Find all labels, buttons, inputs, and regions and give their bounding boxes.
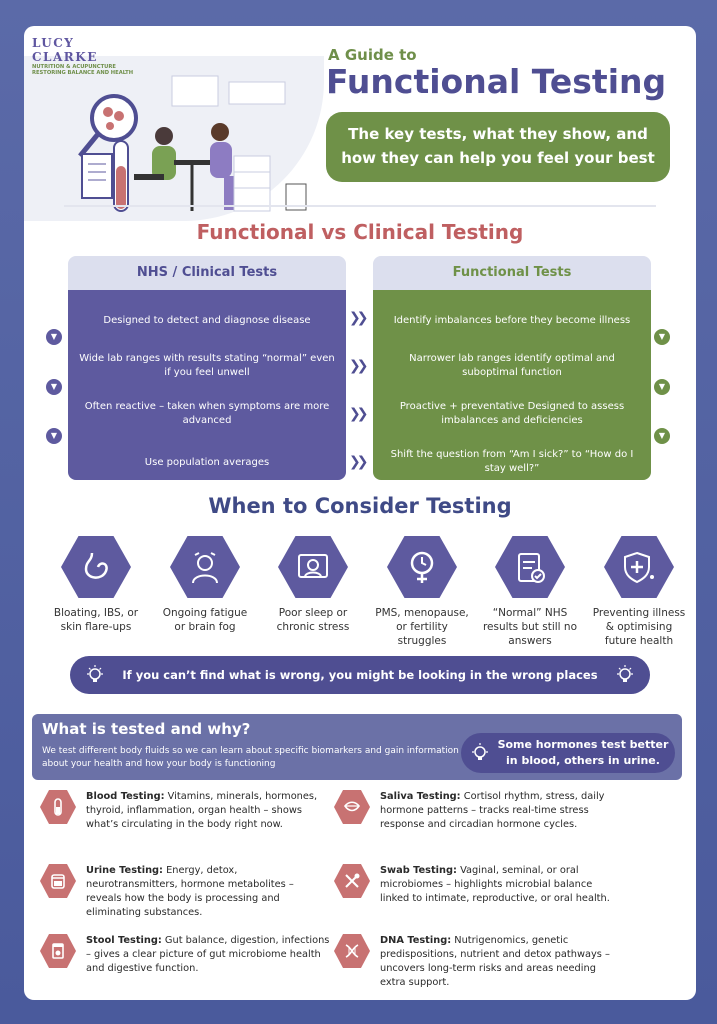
- chevron-down-icon: ▼: [46, 379, 62, 395]
- chevron-down-icon: ▼: [654, 329, 670, 345]
- double-chevron-right-icon: ❯❯: [349, 310, 365, 326]
- double-chevron-right-icon: ❯❯: [349, 406, 365, 422]
- test-text: Energy, detox, neurotransmitters, hormone metabolites – reveals how the body is processing and eliminating substances.: [86, 865, 294, 918]
- consider-item: [591, 536, 687, 648]
- female-clock-icon: [387, 536, 457, 598]
- consider-item: [157, 536, 253, 634]
- consider-label: Preventing illness & optimising future health: [592, 607, 686, 647]
- consider-label: Bloating, IBS, or skin flare-ups: [53, 607, 139, 633]
- hint-text: Some hormones test better in blood, others in urine.: [497, 738, 669, 767]
- double-chevron-right-icon: ❯❯: [349, 454, 365, 470]
- lightbulb-icon: [469, 742, 491, 764]
- nhs-column-heading: NHS / Clinical Tests: [68, 256, 346, 290]
- test-text: Gut balance, digestion, infections – gives a clear picture of gut microbiome health and digestive function.: [86, 935, 330, 974]
- test-name: Swab Testing:: [380, 865, 457, 876]
- mouth-icon: [334, 790, 370, 824]
- what-tested-title: What is tested and why?: [42, 720, 251, 738]
- urine-cup-icon: [40, 864, 76, 898]
- brand-logo: [32, 36, 142, 76]
- subtitle-pill: [326, 112, 670, 182]
- chevron-down-icon: ▼: [654, 379, 670, 395]
- functional-column-heading: Functional Tests: [373, 256, 651, 290]
- functional-row: Shift the question from “Am I sick?” to “How do I stay well?”: [390, 449, 634, 474]
- consider-label: Poor sleep or chronic stress: [276, 607, 350, 633]
- test-text: Vaginal, seminal, or oral microbiomes – highlights microbial balance linked to intimate, reproductive, or oral health.: [380, 865, 610, 904]
- double-chevron-right-icon: ❯❯: [349, 358, 365, 374]
- functional-row: Proactive + preventative Designed to assess imbalances and deficiencies: [399, 401, 625, 426]
- comparison-title: Functional vs Clinical Testing: [196, 220, 524, 244]
- hormone-hint-pill: [461, 733, 675, 773]
- consider-label: Ongoing fatigue or brain fog: [162, 607, 248, 633]
- test-name: Stool Testing:: [86, 935, 162, 946]
- insight-banner: [70, 656, 650, 694]
- test-name: Saliva Testing:: [380, 791, 461, 802]
- banner-text: If you can’t find what is wrong, you might be looking in the wrong places: [122, 668, 598, 682]
- nhs-column-body: [68, 290, 346, 480]
- kicker-text: A Guide to: [328, 46, 417, 64]
- blood-tube-icon: [40, 790, 76, 824]
- chevron-down-icon: ▼: [46, 329, 62, 345]
- consider-item: [482, 536, 578, 648]
- lightbulb-icon: [84, 664, 106, 686]
- section-divider: [64, 205, 656, 207]
- test-item: [40, 790, 330, 832]
- consider-label: PMS, menopause, or fertility struggles: [375, 607, 469, 647]
- test-text: Nutrigenomics, genetic predispositions, nutrient and detox pathways – uncovers long-term risks and areas needing extra support.: [380, 935, 610, 988]
- functional-row: Identify imbalances before they become illness: [393, 315, 631, 326]
- lightbulb-icon: [614, 664, 636, 686]
- test-item: [334, 864, 624, 906]
- stomach-icon: [61, 536, 131, 598]
- chevron-down-icon: ▼: [46, 428, 62, 444]
- infographic-card: [24, 26, 696, 1000]
- functional-row: Narrower lab ranges identify optimal and suboptimal function: [409, 353, 615, 378]
- test-name: Urine Testing:: [86, 865, 163, 876]
- consider-title: When to Consider Testing: [208, 494, 512, 518]
- test-name: Blood Testing:: [86, 791, 165, 802]
- consider-item: [374, 536, 470, 648]
- nhs-column: [68, 256, 346, 480]
- shield-plus-icon: [604, 536, 674, 598]
- tired-person-icon: [170, 536, 240, 598]
- stool-kit-icon: [40, 934, 76, 968]
- sleep-icon: [278, 536, 348, 598]
- test-item: [334, 790, 624, 832]
- nhs-row: Use population averages: [144, 457, 270, 468]
- nhs-row: Designed to detect and diagnose disease: [103, 315, 311, 326]
- clipboard-check-icon: [495, 536, 565, 598]
- nhs-row: Often reactive – taken when symptoms are more advanced: [84, 401, 330, 426]
- test-item: [40, 864, 330, 920]
- consider-item: [265, 536, 361, 634]
- dna-icon: [334, 934, 370, 968]
- nhs-row: Wide lab ranges with results stating “normal” even if you feel unwell: [79, 353, 335, 378]
- swab-icon: [334, 864, 370, 898]
- test-item: [334, 934, 624, 990]
- logo-tagline: NUTRITION & ACUPUNCTURE: [32, 64, 116, 70]
- test-text: Vitamins, minerals, hormones, thyroid, inflammation, organ health – shows what’s circulating in the body right now.: [86, 791, 318, 830]
- lab-scene-icon: [24, 56, 324, 221]
- hero-illustration: [24, 56, 324, 221]
- test-name: DNA Testing:: [380, 935, 452, 946]
- test-text: Cortisol rhythm, stress, daily hormone patterns – tracks real-time stress response and circadian hormone cycles.: [380, 791, 605, 830]
- what-tested-description: We test different body fluids so we can learn about specific biomarkers and gain information about your health and how your body is functioning: [42, 746, 459, 769]
- subtitle-line-2: how they can help you feel your best: [341, 149, 655, 167]
- page-title: Functional Testing: [326, 62, 667, 101]
- subtitle-line-1: The key tests, what they show, and: [348, 125, 648, 143]
- test-item: [40, 934, 330, 976]
- functional-column-body: [373, 290, 651, 480]
- functional-column: [373, 256, 651, 480]
- logo-tagline-2: RESTORING BALANCE AND HEALTH: [32, 70, 134, 76]
- consider-item: [48, 536, 144, 634]
- logo-name: LUCY CLARKE: [32, 36, 98, 64]
- consider-label: “Normal” NHS results but still no answers: [482, 607, 578, 647]
- chevron-down-icon: ▼: [654, 428, 670, 444]
